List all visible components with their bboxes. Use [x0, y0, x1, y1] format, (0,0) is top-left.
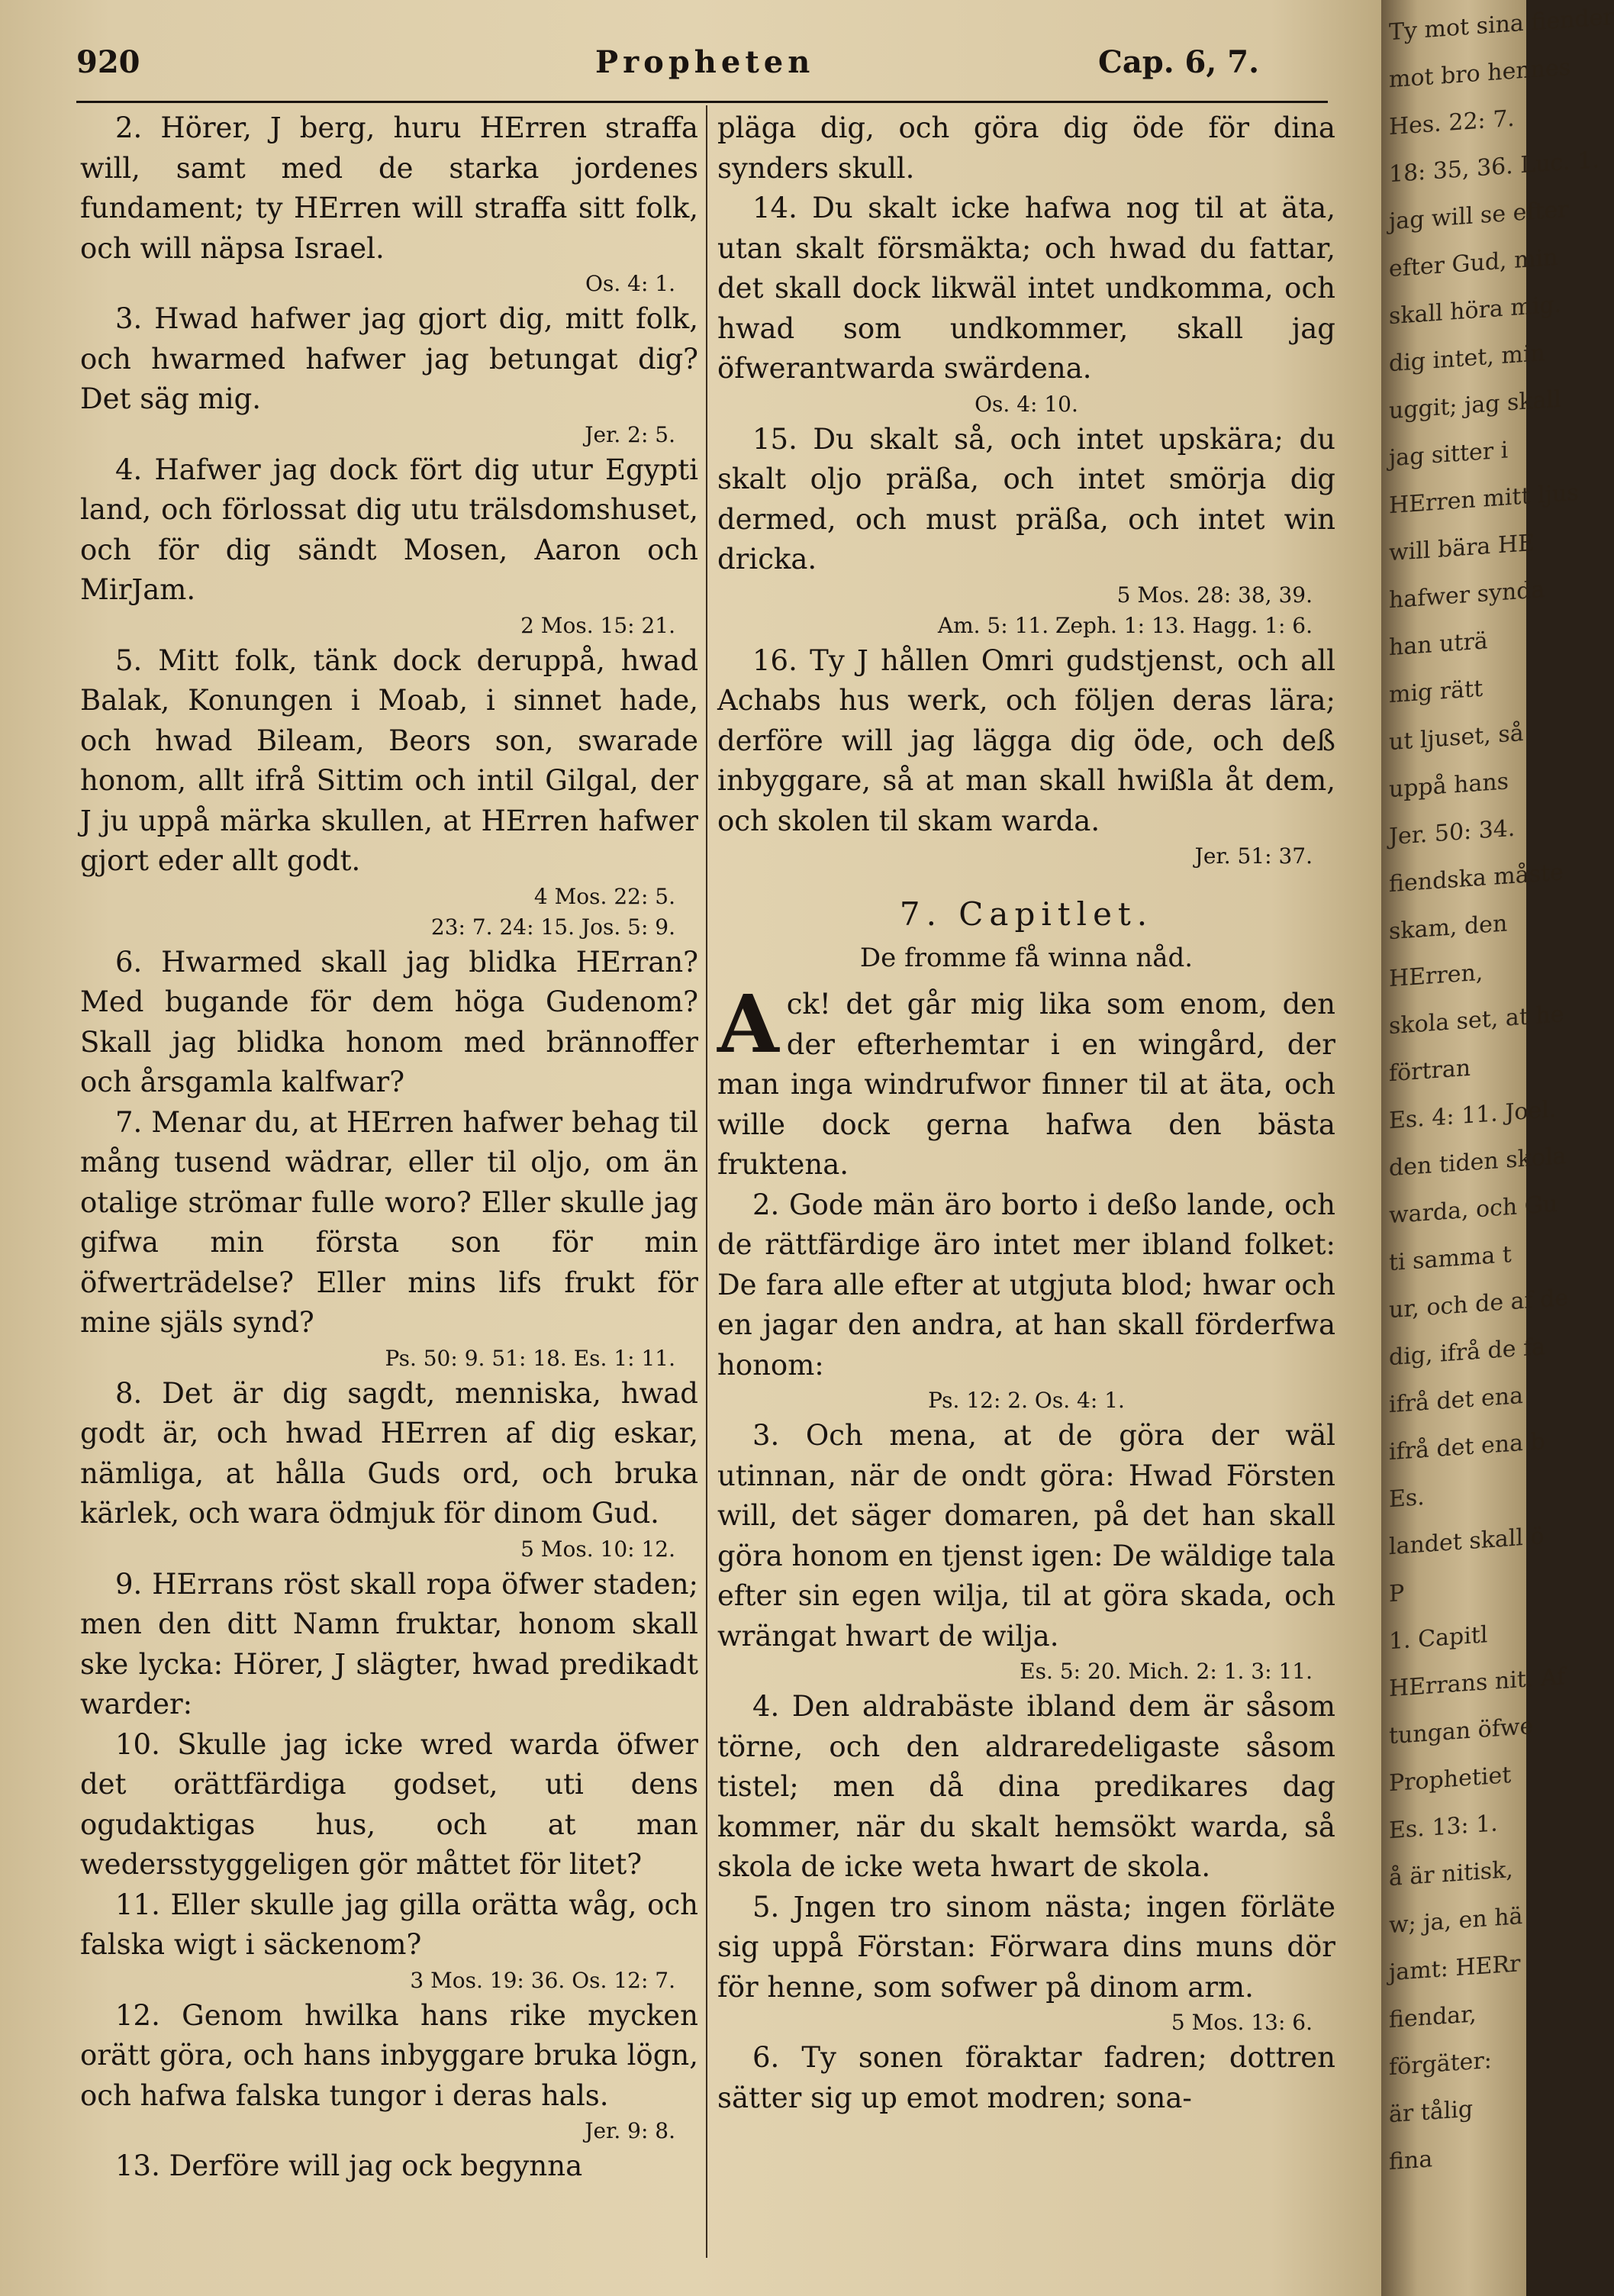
verse-text: Ack! det går mig lika som enom, den der efterhemtar i en wingård, der man inga windrufwor finner til at äta, och wille dock gerna hafwa den bästa fruktena. — [717, 977, 1335, 1181]
verse-text: 14. Du skalt icke hafwa nog til at äta, utan skalt försmäkta; och hwad du fattar, det skall dock likwäl intet undkomma, och hwad som undkommer, skall jag öfwerantwarda swärdena. — [717, 192, 1335, 385]
adjacent-page-fragment: Es. 13: 1. — [1389, 1810, 1498, 1845]
cross-reference: 4 Mos. 22: 5. — [533, 883, 675, 909]
chapter-heading: 7. Capitlet. — [899, 895, 1154, 933]
adjacent-page-fragment: förtran — [1389, 1054, 1471, 1088]
column-divider — [706, 105, 707, 2258]
adjacent-page-fragment: skola set, at he — [1389, 1001, 1564, 1040]
cross-reference: 2 Mos. 15: 21. — [520, 612, 675, 638]
header-rule — [76, 101, 1328, 103]
verse-text: 9. HErrans röst skall ropa öfwer staden; men den ditt Namn fruktar, honom skall ske lycka: Hörer, J slägter, hwad predikadt warder: — [80, 1567, 698, 1720]
adjacent-page-fragment: skam, den — [1389, 910, 1508, 946]
cross-reference: 23: 7. 24: 15. Jos. 5: 9. — [430, 914, 675, 940]
cross-reference: Ps. 12: 2. Os. 4: 1. — [928, 1388, 1125, 1413]
cross-reference: Jer. 51: 37. — [1194, 843, 1313, 869]
verse-text: 7. Menar du, at HErren hafwer behag til mång tusend wädrar, eller til oljo, om än otalige strömar fulle woro? Eller skulle jag gifwa min första son för min öfwerträdelse? Eller mins lifs frukt för mine själs synd? — [80, 1105, 698, 1339]
adjacent-page-fragment: mig rätt — [1389, 675, 1484, 709]
adjacent-page-fragment: ifrå det ena — [1389, 1382, 1523, 1419]
verse-text: 5. Mitt folk, tänk dock deruppå, hwad Balak, Konungen i Moab, i sinnet hade, och hwad Bileam, Beors son, swarade honom, allt ifrå Sittim och intil Gilgal, der J ju uppå märka skullen, at HErren hafwer gjort eder allt godt. — [80, 643, 698, 877]
adjacent-page-fragment: HErrans nit. Af — [1389, 1663, 1566, 1703]
cross-reference: Os. 4: 10. — [975, 391, 1078, 417]
adjacent-page-fragment: w; ja, en hä — [1389, 1903, 1523, 1940]
adjacent-page-fragment: dig, ifrå de fa — [1389, 1333, 1546, 1372]
adjacent-page-fragment: hafwer synda — [1389, 576, 1545, 614]
adjacent-page-fragment: Es. 4: 11. Joel. — [1389, 1095, 1557, 1135]
cross-reference: Ps. 50: 9. 51: 18. Es. 1: 11. — [385, 1345, 675, 1371]
adjacent-page-fragment: Hes. 22: 7. — [1389, 105, 1515, 141]
adjacent-page-fragment: ifrå det ena b — [1389, 1427, 1545, 1466]
verse-text: 2. Hörer, J berg, huru HErren straffa will, samt med de starka jordenes fundament; ty HErren will straffa sitt folk, och will näpsa Israel. — [80, 111, 698, 265]
book-title: Propheten — [595, 44, 815, 80]
adjacent-page-fragment: Jer. 50: 34. — [1389, 814, 1516, 851]
adjacent-page-fragment: fiendar, — [1389, 2001, 1477, 2034]
verse-text: 12. Genom hwilka hans rike mycken orätt göra, och hans inbyggare bruka lögn, och hafwa falska tungor i deras hals. — [80, 1998, 698, 2112]
adjacent-page-fragment: HErren, — [1389, 959, 1484, 993]
verse-text: 16. Ty J hållen Omri gudstjenst, och all Achabs hus werk, och följen deras lära; derföre will jag lägga dig öde, och deß inbyggare, så at man skall hwißla åt dem, och skolen til skam warda. — [717, 643, 1335, 837]
adjacent-page-fragment: tungan öfwe — [1389, 1713, 1534, 1750]
verse-text: 8. Det är dig sagdt, menniska, hwad godt är, och hwad HErren af dig eskar, nämliga, at hålla Guds ord, och bruka kärlek, och wara ödmjuk för dinom Gud. — [80, 1376, 698, 1530]
cross-reference: Os. 4: 1. — [585, 271, 675, 296]
verse-text: 4. Hafwer jag dock fört dig utur Egypti land, och förlossat dig utu trälsdomshuset, och för dig sändt Mosen, Aaron och MirJam. — [80, 453, 698, 606]
adjacent-page-fragment: dig intet, min — [1389, 339, 1545, 378]
adjacent-page-fragment: efter Gud, min — [1389, 243, 1558, 283]
drop-cap: A — [717, 977, 779, 1071]
chapter-summary: De fromme få winna nåd. — [859, 943, 1194, 973]
chapter-reference: Cap. 6, 7. — [1097, 44, 1259, 80]
adjacent-page-fragment: han uträ — [1389, 627, 1488, 662]
verse-text: 3. Och mena, at de göra der wäl utinnan, när de ondt göra: Hwad Försten will, det säger domaren, på det han skall göra honom en tjenst igen: De wäldige tala efter sin egen wilja, til at göra skada, och wrängat hwart de wilja. — [717, 1419, 1335, 1653]
cross-reference: 5 Mos. 28: 38, 39. — [1116, 582, 1313, 608]
verse-text: 4. Den aldrabäste ibland dem är såsom törne, och den aldraredeligaste såsom tistel; men då dina predikares dag kommer, när du skalt hemsökt warda, så skola de icke weta hwart de skola. — [717, 1690, 1335, 1883]
adjacent-page-fragment: ur, och de af de — [1389, 1284, 1569, 1324]
verse-text: 10. Skulle jag icke wred warda öfwer det orättfärdiga godset, uti dens ogudaktigas hus, och at man wedersstyggeligen gör måttet för litet? — [80, 1727, 698, 1881]
adjacent-page-fragment: P — [1389, 1579, 1405, 1608]
adjacent-page-fragment: mot bro hennes — [1389, 53, 1571, 94]
right-column — [717, 108, 1335, 2118]
verse-text: 13. Derföre will jag ock begynna — [115, 2149, 583, 2182]
adjacent-page-fragment: Ty mot sina fiender — [1389, 3, 1614, 47]
left-column — [80, 108, 698, 2187]
adjacent-page-fragment: å är nitisk, — [1389, 1856, 1513, 1892]
page-number: 920 — [76, 44, 140, 80]
verse-text: 11. Eller skulle jag gilla orätta wåg, och falska wigt i säckenom? — [80, 1888, 698, 1961]
verse-text: 5. Jngen tro sinom nästa; ingen förläte sig uppå Förstan: Förwara dins muns dör för henne, som sofwer på dinom arm. — [717, 1890, 1335, 2004]
adjacent-page-fragment: landet skall ö — [1389, 1523, 1545, 1561]
adjacent-page-fragment: 18: 35, 36. Luc. 1. — [1389, 146, 1600, 189]
page-header — [76, 44, 1328, 98]
verse-text: 2. Gode män äro borto i deßo lande, och de rättfärdige äro intet mer ibland folket: De fara alle efter at utgjuta blod; hwar och en jagar den andra, at han skall förderfwa honom: — [717, 1188, 1335, 1382]
adjacent-page-fragment: skall höra mig. — [1389, 291, 1562, 331]
verse-text: 6. Ty sonen föraktar fadren; dottren sätter sig up emot modren; sona- — [717, 2041, 1335, 2114]
adjacent-page-fragment: fiendska måste — [1389, 859, 1564, 898]
cross-reference: 3 Mos. 19: 36. Os. 12: 7. — [410, 1967, 675, 1993]
cross-reference: Jer. 2: 5. — [585, 421, 675, 447]
adjacent-page-fragment: uggit; jag skall — [1389, 385, 1561, 425]
adjacent-page-fragment: uppå hans — [1389, 768, 1509, 804]
adjacent-page-fragment: den tiden skola — [1389, 1143, 1567, 1182]
adjacent-page-fragment: 1. Capitl — [1389, 1621, 1488, 1656]
adjacent-page-fragment: Prophetiet — [1389, 1762, 1512, 1798]
adjacent-page-fragment: will bära HE — [1389, 529, 1535, 567]
adjacent-page-edge — [1381, 0, 1614, 2296]
adjacent-page-fragment: förgäter: — [1389, 2046, 1492, 2082]
adjacent-page-fragment: ut ljuset, så — [1389, 719, 1524, 756]
adjacent-page-fragment: Es. — [1389, 1484, 1425, 1514]
cross-reference: Es. 5: 20. Mich. 2: 1. 3: 11. — [1020, 1659, 1313, 1684]
adjacent-page-fragment: warda, och Gu — [1389, 1190, 1558, 1230]
adjacent-page-fragment: jag will se efter — [1389, 195, 1569, 236]
verse-text: 15. Du skalt så, och intet upskära; du skalt oljo präßa, och intet smörja dig dermed, och must präßa, och intet win dricka. — [717, 422, 1335, 576]
cross-reference: 5 Mos. 10: 12. — [520, 1536, 675, 1562]
cross-reference: Jer. 9: 8. — [585, 2118, 675, 2143]
cross-reference: 5 Mos. 13: 6. — [1171, 2010, 1313, 2035]
verse-text: pläga dig, och göra dig öde för dina synders skull. — [717, 111, 1335, 185]
adjacent-page-fragment: jag sitter i — [1389, 437, 1509, 472]
verse-text: 6. Hwarmed skall jag blidka HErran? Med bugande för dem höga Gudenom? Skall jag blidka honom med brännoffer och årsgamla kalfwar? — [80, 945, 698, 1098]
adjacent-page-fragment: ti samma t — [1389, 1241, 1512, 1277]
adjacent-page-fragment: jamt: HERr — [1389, 1950, 1521, 1987]
adjacent-page-fragment: fina — [1389, 2146, 1433, 2176]
adjacent-page-fragment: är tålig — [1389, 2095, 1474, 2129]
cross-reference: Am. 5: 11. Zeph. 1: 13. Hagg. 1: 6. — [937, 612, 1313, 638]
verse-text: 3. Hwad hafwer jag gjort dig, mitt folk, och hwarmed hafwer jag betungat dig? Det säg mig. — [80, 302, 698, 415]
adjacent-page-fragment: HErren mitt ljus — [1389, 479, 1579, 520]
